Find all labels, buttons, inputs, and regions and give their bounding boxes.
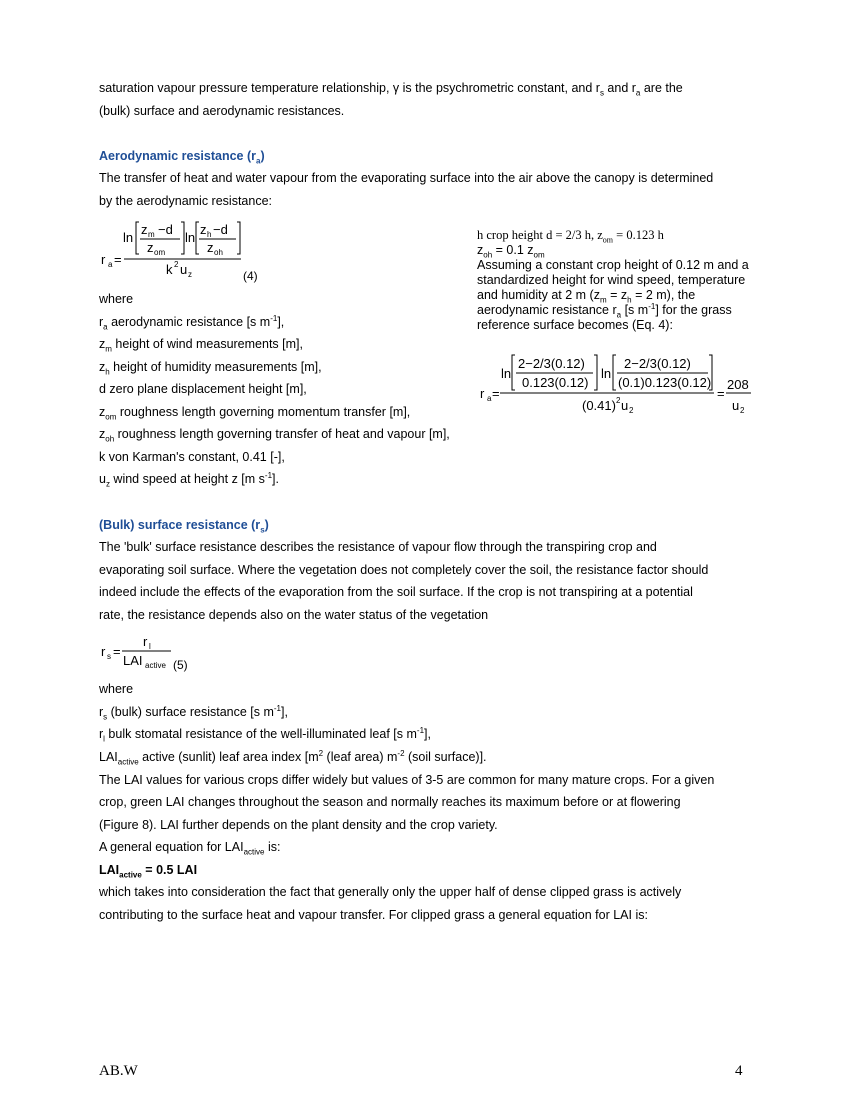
footer-author: AB.W [99,1063,138,1079]
bulk-paragraph-2: evaporating soil surface. Where the vegetation does not completely cover the soil, the resistance factor should [99,563,709,577]
aero-definition: $z_h$ height of humidity measurements [m], [99,360,322,377]
svg-text:r: r [101,644,106,659]
svg-text:=: = [492,386,500,401]
svg-text:k: k [166,262,173,277]
svg-text:LAI: LAI [123,653,143,668]
aerodynamic-heading: Aerodynamic resistance $(r_a)$ [99,149,265,166]
svg-text:active: active [145,661,166,670]
aero-paragraph-2: by the aerodynamic resistance: [99,194,273,208]
aero-definition: $r_a$ aerodynamic resistance [s $m^{-1}$], [99,313,285,332]
svg-text:u: u [621,398,629,413]
svg-text:ln: ln [185,230,196,245]
svg-text:a: a [108,260,113,269]
side-line-6: aerodynamic resistance $r_a$ [s $m^{-1}$] for the grass [477,301,732,320]
aero-definition: d zero plane displacement height [m], [99,382,307,396]
svg-text:r: r [480,386,485,401]
aero-definition: $z_m$ height of wind measurements [m], [99,337,303,354]
bulk-paragraph-6: crop, green LAI changes throughout the season and normally reaches its maximum before or at flowering [99,795,681,809]
equation-4 [99,218,279,284]
bulk-paragraph-4: rate, the resistance depends also on the water status of the vegetation [99,608,489,622]
side-line-7: reference surface becomes (Eq. 4): [477,318,673,332]
lai-active-equation: $LAI_{active} = 0.5$ LAI [99,863,198,880]
ra-numeric-equation [478,352,768,418]
svg-text:2: 2 [740,406,745,415]
svg-text:z: z [141,222,148,237]
svg-text:=: = [113,644,121,659]
svg-text:oh: oh [214,248,223,257]
svg-text:s: s [107,652,111,661]
bulk-paragraph-10: contributing to the surface heat and vapour transfer. For clipped grass a general equation for LAI is: [99,908,648,922]
svg-text:z: z [147,240,154,255]
bulk-paragraph-7: (Figure 8). LAI further depends on the plant density and the crop variety. [99,818,498,832]
svg-text:ln: ln [123,230,134,245]
svg-text:om: om [154,248,166,257]
svg-text:0.123(0.12): 0.123(0.12) [522,375,589,390]
side-line-1: h crop height d = 2/3 h, $z_{om} = 0.123$ h [477,228,664,245]
svg-text:r: r [143,634,148,649]
svg-text:m: m [148,230,155,239]
aero-where: where [99,292,134,306]
svg-text:−d: −d [158,222,173,237]
svg-text:a: a [487,394,492,403]
svg-text:u: u [180,262,188,277]
svg-text:2−2/3(0.12): 2−2/3(0.12) [624,356,691,371]
side-line-3: Assuming a constant crop height of 0.12 m and a [477,258,749,272]
aero-definition: $z_{oh}$ roughness length governing transfer of heat and vapour [m], [99,427,450,444]
aero-definition: $u_z$ wind speed at height z [m $s^{-1}$]. [99,470,279,489]
svg-text:208: 208 [727,377,749,392]
svg-text:l: l [149,642,151,651]
bulk-def-1: $r_s$ (bulk) surface resistance [s $m^{-1}$], [99,703,288,722]
svg-text:z: z [200,222,207,237]
svg-text:−d: −d [213,222,228,237]
bulk-def-3: $LAI_{active}$ active (sunlit) leaf area index [$m^2$ (leaf area) $m^{-2}$ (soil surface)]. [99,748,487,767]
svg-text:ln: ln [601,366,612,381]
intro-line-1: saturation vapour pressure temperature relationship, γ is the psychrometric constant, and $r_s$ and $r_a$ are the [99,81,683,98]
bulk-paragraph-5: The LAI values for various crops differ widely but values of 3-5 are common for many mature crops. For a given [99,773,715,787]
bulk-paragraph-3: indeed include the effects of the evaporation from the soil surface. If the crop is not transpiring at a potential [99,585,693,599]
bulk-heading: (Bulk) surface resistance $(r_s)$ [99,518,269,535]
bulk-paragraph-8: A general equation for $LAI_{active}$ is: [99,840,281,857]
bulk-paragraph-9: which takes into consideration the fact that generally only the upper half of dense clipped grass is actively [99,885,682,899]
bulk-where: where [99,682,134,696]
side-line-2: $z_{oh} = 0.1$ $z_{om}$ [477,243,545,260]
svg-text:2: 2 [616,396,621,405]
svg-text:z: z [207,240,214,255]
aero-definition: k von Karman's constant, 0.41 [-], [99,450,285,464]
svg-text:=: = [717,386,725,401]
side-line-5: and humidity at 2 m ($z_m = z_h = 2$ m), the [477,288,696,305]
svg-text:2−2/3(0.12): 2−2/3(0.12) [518,356,585,371]
equation-5 [99,632,209,676]
eq4-number: (4) [243,269,258,283]
svg-text:2: 2 [174,260,179,269]
aero-definition: $z_{om}$ roughness length governing momentum transfer [m], [99,405,411,422]
svg-text:z: z [188,270,192,279]
svg-text:(0.41): (0.41) [582,398,616,413]
side-column [477,228,749,333]
eq4-ra: r [101,252,106,267]
bulk-paragraph-1: The 'bulk' surface resistance describes the resistance of vapour flow through the transpiring crop and [99,540,657,554]
bulk-def-2: $r_l$ bulk stomatal resistance of the well-illuminated leaf [s $m^{-1}$], [99,725,431,744]
aero-paragraph-1: The transfer of heat and water vapour from the evaporating surface into the air above the canopy is determined [99,171,714,185]
eq5-number: (5) [173,658,188,672]
svg-text:u: u [732,398,740,413]
side-line-4: standardized height for wind speed, temperature [477,273,746,287]
page-number: 4 [735,1063,743,1079]
svg-text:2: 2 [629,406,634,415]
svg-text:(0.1)0.123(0.12): (0.1)0.123(0.12) [618,375,712,390]
svg-text:ln: ln [501,366,512,381]
svg-text:h: h [207,230,212,239]
intro-line-2: (bulk) surface and aerodynamic resistances. [99,104,345,118]
svg-text:=: = [114,252,122,267]
